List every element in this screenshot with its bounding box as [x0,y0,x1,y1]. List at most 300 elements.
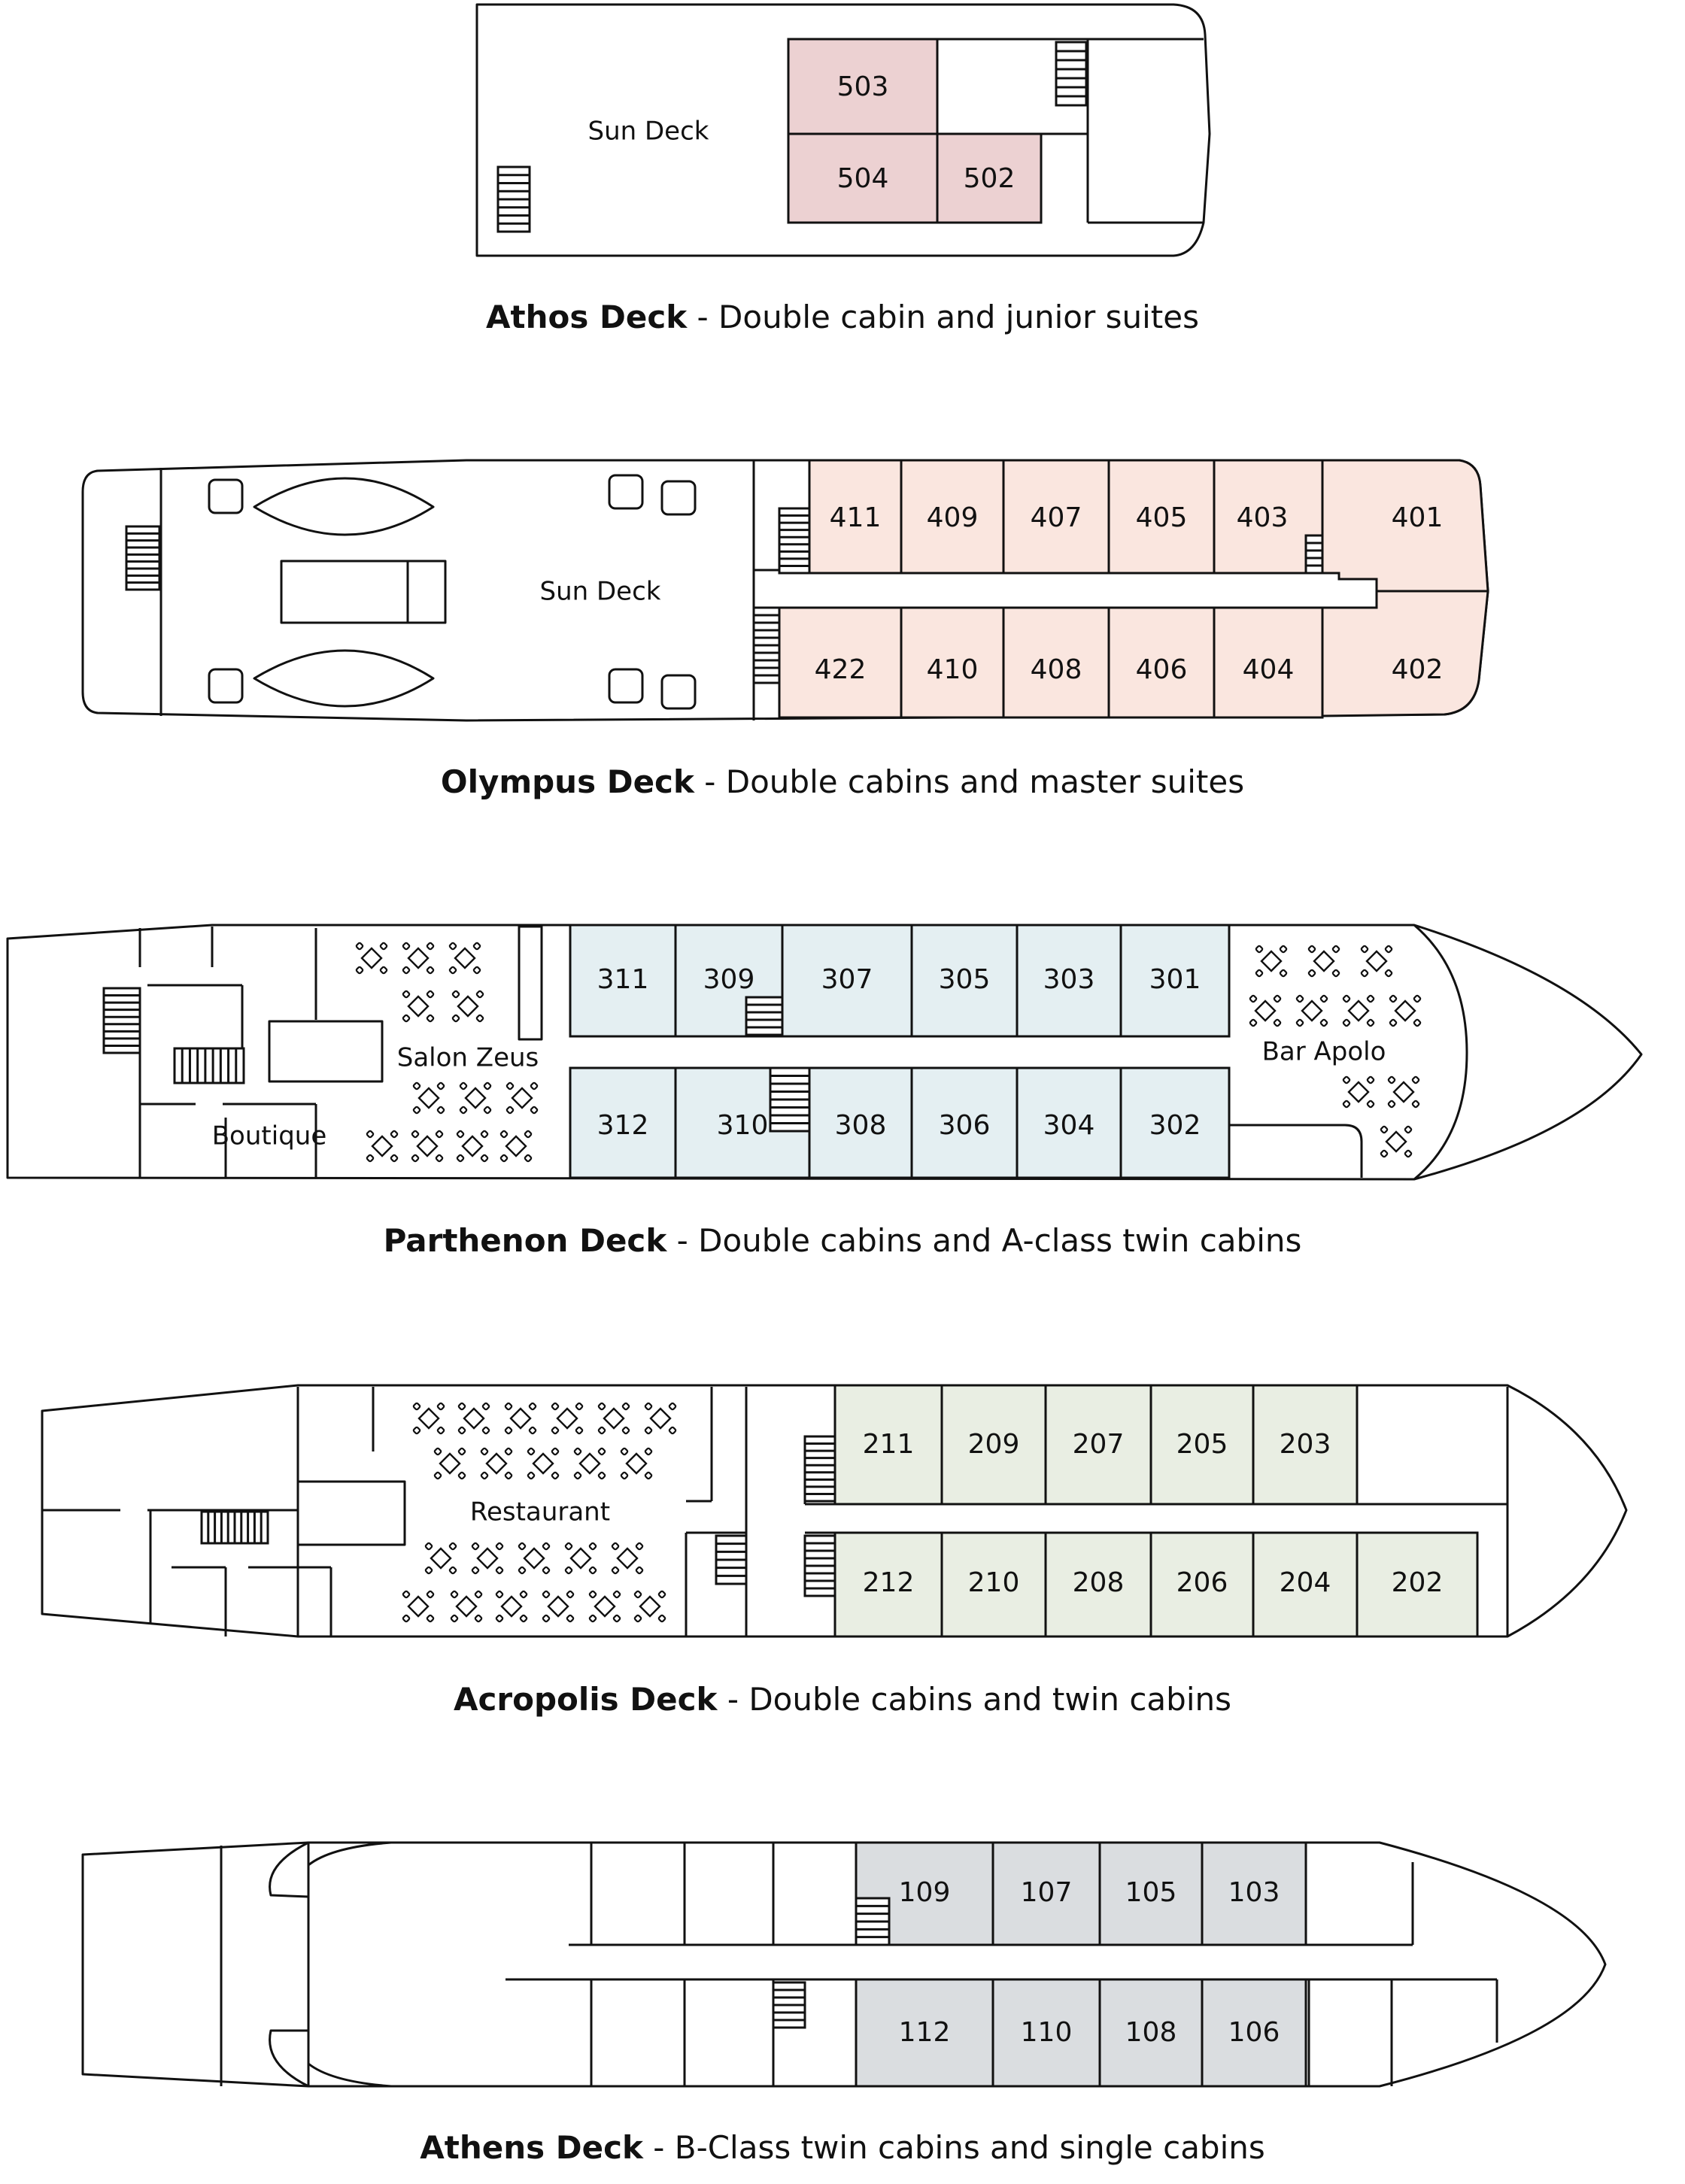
chair [634,1615,642,1622]
deck-description: - Double cabin and junior suites [687,298,1199,335]
table-icon [1296,995,1328,1027]
chair [589,1591,597,1598]
cabin-number: 312 [597,1110,649,1141]
table-icon [634,1591,666,1622]
chair [481,1472,488,1479]
chair [472,1542,479,1550]
table-top [1261,951,1281,971]
chair [598,1427,606,1434]
chair [496,1615,503,1622]
chair [527,1472,535,1479]
chair [1308,969,1316,977]
chair [542,1615,550,1622]
chair [589,1615,597,1622]
table-icon [425,1542,457,1574]
table-top [571,1549,591,1568]
table-top [1367,951,1386,971]
lounger-icon [609,475,642,508]
pool-lens [254,651,433,706]
table-top [506,1136,526,1156]
chair [524,1154,532,1162]
stairs-frame [175,1048,244,1083]
chair [475,1615,482,1622]
chair [356,966,363,974]
cabin-number: 308 [834,1110,887,1141]
table-top [1395,1001,1415,1021]
chair [598,1403,606,1410]
table-icon [1343,1076,1374,1108]
chair [530,1106,538,1114]
chair [457,1154,464,1162]
chair [402,990,410,998]
deck-description: - Double cabins and master suites [694,763,1245,800]
table-top [408,1597,428,1616]
chair [613,1615,621,1622]
chair [449,1567,457,1574]
chair [481,1448,488,1455]
chair [506,1106,514,1114]
table-top [511,1409,530,1428]
stairs-icon [754,608,779,683]
cabin-number: 309 [703,964,755,995]
table-top [478,1549,497,1568]
chair [1274,1019,1281,1027]
cabin-number: 402 [1391,654,1444,685]
cabin-number: 202 [1391,1567,1444,1598]
cabin [912,1068,1017,1178]
cabin-number: 208 [1072,1567,1125,1598]
table-icon [402,1591,434,1622]
chair [437,1106,445,1114]
chair [1385,969,1392,977]
stairs-icon [770,1068,809,1131]
cabin-number: 422 [814,654,867,685]
table-icon [506,1082,538,1114]
chair [1367,1019,1374,1027]
cabin [1003,460,1109,573]
chair [427,1015,434,1022]
chair [574,1448,581,1455]
acropolis-deck [42,1385,1626,1636]
chair [411,1154,419,1162]
table-icon [551,1403,583,1434]
cabin [809,1068,912,1178]
table-top [372,1136,392,1156]
table-top [580,1454,600,1473]
cabin-number: 504 [836,163,889,194]
cabin-number: 203 [1279,1429,1331,1460]
athens-hull [83,1843,1605,2086]
table-top [1255,1001,1275,1021]
chair [437,1082,445,1090]
cabin-number: 407 [1030,502,1082,533]
chair [451,1615,458,1622]
cabin-number: 304 [1043,1110,1095,1141]
chair [551,1472,559,1479]
athos-deck [477,5,1210,256]
cabin [809,460,901,573]
chair [475,1591,482,1598]
deck-description: - B-Class twin cabins and single cabins [642,2128,1265,2166]
chair [436,1130,443,1138]
chair [1296,995,1304,1003]
chair [551,1427,559,1434]
table-icon [366,1130,398,1162]
chair [518,1542,526,1550]
cabin-number: 406 [1135,654,1188,685]
table-top [458,996,478,1016]
table-icon [496,1591,527,1622]
cabin [779,608,901,717]
deck-name: Athens Deck [420,2128,643,2166]
chair [434,1472,442,1479]
chair [425,1542,433,1550]
cabin [1017,925,1121,1036]
cabin-number: 110 [1020,2017,1073,2048]
chair [505,1427,512,1434]
area-label-sun-deck: Sun Deck [539,576,661,607]
stairs-frame [779,508,809,573]
chair [565,1567,572,1574]
curved-wall [308,1843,391,2086]
chair [645,1472,652,1479]
cabin-number: 106 [1228,2017,1280,2048]
table-top [464,1409,484,1428]
olympus-deck [83,460,1488,720]
chair [658,1591,666,1598]
deck-caption [420,2129,1265,2166]
chair [1412,1100,1419,1108]
stairs-icon [498,167,530,232]
deck-description: - Double cabins and twin cabins [717,1680,1232,1718]
cabin [901,608,1003,717]
chair [1343,1019,1350,1027]
chair [402,1015,410,1022]
cabin-number: 305 [938,964,991,995]
table-top [627,1454,646,1473]
cabin [1100,1979,1202,2086]
athens-deck [83,1843,1605,2086]
cabin [1214,608,1322,717]
deck-caption [441,763,1244,800]
cabin-number: 307 [821,964,873,995]
stairs-icon [175,1048,244,1083]
cabin [1121,925,1229,1036]
chair [1361,969,1368,977]
chair [505,1472,512,1479]
chair [506,1082,514,1090]
table-icon [645,1403,676,1434]
chair [1296,1019,1304,1027]
chair [1380,1150,1388,1157]
cabin [942,1385,1046,1504]
chair [366,1154,374,1162]
chair [472,1567,479,1574]
chair [1343,995,1350,1003]
chair [437,1427,445,1434]
cabin-number: 311 [597,964,649,995]
stairs-icon [126,526,159,590]
table-top [651,1409,670,1428]
pool-lens [254,478,433,535]
chair [413,1106,420,1114]
chair [551,1403,559,1410]
chair [434,1448,442,1455]
chair [634,1591,642,1598]
chair [460,1106,467,1114]
table-top [487,1454,506,1473]
chair [1413,1019,1421,1027]
chair [390,1130,398,1138]
parthenon-deck [8,925,1641,1179]
table-icon [452,990,484,1022]
chair [565,1542,572,1550]
table-icon [1389,995,1421,1027]
cabin-number: 403 [1236,502,1289,533]
chair [458,1403,466,1410]
chair [452,1015,460,1022]
chair [530,1082,538,1090]
chair [1389,1019,1397,1027]
chair [436,1154,443,1162]
chair [452,990,460,998]
chair [380,966,387,974]
chair [612,1567,619,1574]
chair [658,1615,666,1622]
chair [1255,945,1263,953]
table-icon [434,1448,466,1479]
chair [1380,1126,1388,1133]
chair [458,1427,466,1434]
chair [449,942,457,950]
chair [529,1403,536,1410]
cabin-number: 310 [716,1110,769,1141]
table-top [1349,1001,1368,1021]
cabin-number: 206 [1176,1567,1228,1598]
table-top [1394,1082,1413,1102]
cabin [993,1979,1100,2086]
chair [645,1427,652,1434]
cabin [901,460,1003,573]
chair [589,1542,597,1550]
table-top [457,1597,476,1616]
cabin-number: 205 [1176,1429,1228,1460]
chair [366,1130,374,1138]
chair [1249,1019,1257,1027]
table-icon [451,1591,482,1622]
chair [496,1567,503,1574]
cabin-number: 401 [1391,502,1444,533]
table-icon [411,1130,443,1162]
chair [380,942,387,950]
cabin [788,39,937,134]
chair [1255,969,1263,977]
cabin [835,1533,942,1636]
cabin-number: 211 [862,1429,915,1460]
chair [505,1448,512,1455]
cabin-number: 107 [1020,1877,1073,1908]
table-top [595,1597,615,1616]
table-icon [565,1542,597,1574]
chair [566,1615,574,1622]
cabin [993,1843,1100,1945]
cabin [1046,1385,1151,1504]
table-top [408,948,428,968]
chair [356,942,363,950]
table-icon [1249,995,1281,1027]
cabin-number: 112 [898,2017,951,2048]
table-top [557,1409,577,1428]
table-icon [1255,945,1287,977]
cabin [1046,1533,1151,1636]
area-label-sun-deck: Sun Deck [587,116,709,147]
table-icon [413,1082,445,1114]
cabin-number: 204 [1279,1567,1331,1598]
chair [402,1591,410,1598]
table-icon [1308,945,1340,977]
chair [482,1403,490,1410]
chair [621,1448,628,1455]
chair [575,1427,583,1434]
cabin-number: 411 [829,502,882,533]
chair [1413,995,1421,1003]
chair [542,1567,550,1574]
chair [427,942,434,950]
chair [425,1567,433,1574]
table-top [463,1136,482,1156]
table-icon [1361,945,1392,977]
chair [496,1542,503,1550]
stairs-icon [104,988,140,1053]
table-top [408,996,428,1016]
deck-description: - Double cabins and A-class twin cabins [666,1221,1302,1259]
table-icon [1380,1126,1412,1157]
chair [574,1472,581,1479]
chair [481,1130,488,1138]
cabin [1322,591,1488,716]
cabin-number: 303 [1043,964,1095,995]
chair [1332,945,1340,953]
table-icon [472,1542,503,1574]
parthenon-bow [1414,925,1467,1179]
cabin-number: 108 [1125,2017,1177,2048]
deck-name: Acropolis Deck [453,1680,718,1718]
chair [484,1106,491,1114]
chair [451,1591,458,1598]
table-icon [1388,1076,1419,1108]
chair [589,1567,597,1574]
curved-wall [270,1843,308,2086]
cabin [1100,1843,1202,1945]
stairs-frame [805,1436,835,1501]
area-label-bar-apolo: Bar Apolo [1261,1036,1386,1067]
cabin-number: 502 [963,163,1016,194]
chair [621,1472,628,1479]
table-top [533,1454,553,1473]
chair [481,1154,488,1162]
chair [527,1448,535,1455]
cabin [1017,1068,1121,1178]
table-top [1302,1001,1322,1021]
table-top [618,1549,637,1568]
chair [520,1591,527,1598]
chair [542,1542,550,1550]
area-label-salon-zeus: Salon Zeus [396,1042,539,1073]
cabin [570,1068,676,1178]
chair [1367,1100,1374,1108]
chair [427,1615,434,1622]
table-top [455,948,475,968]
chair [520,1615,527,1622]
table-icon [402,942,434,974]
table-top [419,1088,439,1108]
lounger-icon [209,669,242,702]
lounger-icon [662,481,695,514]
chair [460,1082,467,1090]
table-top [548,1597,568,1616]
chair [575,1403,583,1410]
cabin [1202,1979,1306,2086]
cabin [570,925,676,1036]
stairs-icon [773,1982,805,2028]
cabin-number: 207 [1072,1429,1125,1460]
chair [427,990,434,998]
chair [1280,945,1287,953]
chair [482,1427,490,1434]
cabin [942,1533,1046,1636]
pillar-box [519,927,542,1039]
chair [1367,1076,1374,1084]
chair [1388,1100,1395,1108]
table-icon [518,1542,550,1574]
cabin [1003,608,1109,717]
cabin [782,925,912,1036]
cabin [912,925,1017,1036]
bar-counter [1229,1125,1362,1178]
chair [622,1403,630,1410]
chair [402,966,410,974]
chair [437,1403,445,1410]
table-top [1314,951,1334,971]
cabin [1151,1533,1253,1636]
chair [473,942,481,950]
area-label-boutique: Boutique [211,1121,327,1151]
cabin-number: 409 [926,502,979,533]
chair [669,1427,676,1434]
table-top [640,1597,660,1616]
deck-name: Athos Deck [486,298,688,335]
cabin-number: 404 [1242,654,1295,685]
cabin [1109,608,1214,717]
cabin-number: 105 [1125,1877,1177,1908]
table-icon [612,1542,643,1574]
chair [476,1015,484,1022]
cabin-number: 210 [967,1567,1020,1598]
chair [518,1567,526,1574]
chair [1332,969,1340,977]
deck-name: Olympus Deck [440,763,694,800]
chair [1343,1076,1350,1084]
table-top [1386,1132,1406,1151]
stairs-frame [746,997,782,1035]
chair [542,1591,550,1598]
table-icon [574,1448,606,1479]
cabin-number: 503 [836,71,889,102]
chair [427,1591,434,1598]
chair [411,1130,419,1138]
chair [457,1130,464,1138]
table-top [466,1088,485,1108]
